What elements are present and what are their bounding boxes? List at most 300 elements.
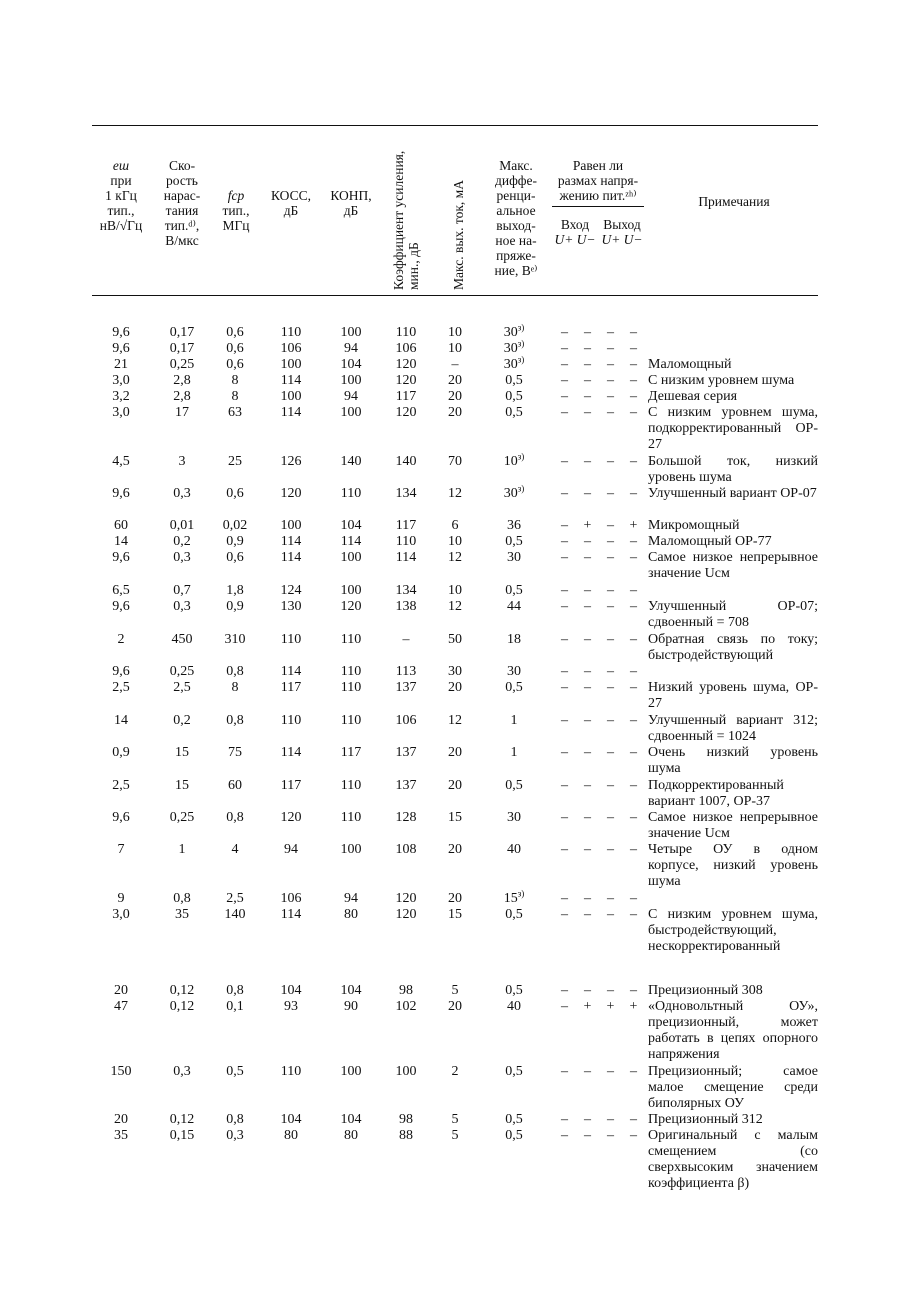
cell-rail-to-rail (553, 341, 645, 357)
rail-sign: – (584, 389, 591, 404)
cell-notes: Очень низкий уровень шума (648, 745, 818, 776)
cell-cmrr: 124 (280, 583, 302, 598)
cell-slew-rate: 2,8 (173, 389, 191, 404)
cell-slew-rate: 0,2 (173, 713, 191, 728)
cell-slew-rate: 15 (175, 745, 189, 760)
rail-sign: – (630, 664, 637, 679)
cell-rail-to-rail (553, 810, 645, 826)
cell-slew-rate: 0,3 (173, 486, 191, 501)
cell-gain: – (402, 632, 410, 647)
rail-sign: – (584, 486, 591, 501)
header-unity-gain-frequency: fср тип., МГц (222, 188, 250, 233)
header-noise-density: eш при 1 кГц тип., нВ/√Гц (99, 158, 143, 233)
cell-cmrr: 114 (280, 664, 302, 679)
cell-cmrr: 114 (280, 745, 302, 760)
cell-gain: 98 (399, 983, 413, 998)
rail-sign: – (584, 713, 591, 728)
rail-sign: – (630, 907, 637, 922)
cell-max-diff-voltage: 40 (507, 842, 521, 857)
cell-notes: Улучшенный вариант 312; сдвоенный = 1024 (648, 713, 818, 744)
cell-gain: 117 (395, 389, 417, 404)
rail-sign: – (561, 891, 568, 906)
cell-psrr: 80 (344, 1128, 358, 1143)
cell-max-diff-voltage: $10^{з)}$ (503, 451, 525, 469)
cell-notes: Дешевая серия (648, 389, 738, 404)
rail-sign: – (607, 534, 614, 549)
cell-gain: 102 (395, 999, 417, 1014)
cell-rail-to-rail (553, 664, 645, 680)
cell-psrr: 100 (340, 550, 362, 565)
cell-max-output-current: 10 (448, 534, 462, 549)
rail-sign: – (607, 1112, 614, 1127)
rail-sign: – (607, 983, 614, 998)
cell-psrr: 104 (340, 983, 362, 998)
cell-unity-gain-frequency: 8 (231, 680, 239, 695)
rail-sign: – (584, 891, 591, 906)
cell-max-diff-voltage: $15^{з)}$ (503, 888, 525, 906)
cell-cmrr: 110 (280, 325, 302, 340)
rail-sign: – (607, 373, 614, 388)
cell-max-output-current: 15 (448, 907, 462, 922)
cell-noise-density: 14 (114, 534, 128, 549)
cell-psrr: 110 (340, 680, 362, 695)
cell-max-output-current: 20 (448, 778, 462, 793)
cell-max-output-current: 30 (448, 664, 462, 679)
cell-max-diff-voltage: 1 (510, 745, 518, 760)
rail-sign: – (607, 325, 614, 340)
cell-noise-density: 3,2 (112, 389, 130, 404)
cell-noise-density: 3,0 (112, 907, 130, 922)
cell-noise-density: 2,5 (112, 680, 130, 695)
cell-psrr: 94 (344, 389, 358, 404)
cell-max-output-current: 12 (448, 486, 462, 501)
cell-max-output-current: 10 (448, 583, 462, 598)
cell-psrr: 100 (340, 325, 362, 340)
cell-cmrr: 114 (280, 373, 302, 388)
cell-rail-to-rail (553, 1112, 645, 1128)
cell-noise-density: 4,5 (112, 454, 130, 469)
cell-cmrr: 100 (280, 389, 302, 404)
cell-psrr: 104 (340, 357, 362, 372)
rail-sign: – (630, 713, 637, 728)
cell-noise-density: 7 (117, 842, 125, 857)
cell-notes: Маломощный OP-77 (648, 534, 772, 549)
rail-sign: + (629, 999, 638, 1014)
rail-sign: – (584, 810, 591, 825)
cell-cmrr: 114 (280, 534, 302, 549)
rail-sign: – (561, 713, 568, 728)
rail-sign: – (607, 486, 614, 501)
cell-gain: 106 (395, 713, 417, 728)
cell-max-diff-voltage: 0,5 (505, 778, 523, 793)
rail-sign: – (584, 745, 591, 760)
cell-notes: Прецизионный 312 (648, 1112, 763, 1127)
cell-gain: 117 (395, 518, 417, 533)
cell-max-output-current: 15 (448, 810, 462, 825)
rail-sign: – (561, 1064, 568, 1079)
cell-cmrr: 110 (280, 1064, 302, 1079)
rail-sign: – (561, 389, 568, 404)
cell-slew-rate: 0,2 (173, 534, 191, 549)
cell-noise-density: 9 (117, 891, 125, 906)
header-input: Вход U+ U− (554, 217, 596, 247)
cell-psrr: 94 (344, 341, 358, 356)
rail-sign: – (630, 550, 637, 565)
rail-sign: – (607, 713, 614, 728)
rail-sign: – (630, 983, 637, 998)
cell-noise-density: 60 (114, 518, 128, 533)
cell-max-diff-voltage: 0,5 (505, 534, 523, 549)
cell-rail-to-rail (553, 1064, 645, 1080)
rail-sign: – (630, 373, 637, 388)
cell-max-diff-voltage: $30^{з)}$ (503, 338, 525, 356)
cell-max-diff-voltage: 0,5 (505, 1064, 523, 1079)
cell-notes: Микромощный (648, 518, 740, 533)
cell-max-diff-voltage: 36 (507, 518, 521, 533)
rail-sign: – (561, 405, 568, 420)
cell-unity-gain-frequency: 0,6 (226, 325, 244, 340)
cell-max-output-current: 5 (451, 1112, 459, 1127)
header-max-output-current: Макс. вых. ток, мА (451, 180, 466, 290)
cell-notes: Четыре ОУ в одном корпусе, низкий уровень шума (648, 842, 818, 889)
cell-psrr: 100 (340, 373, 362, 388)
cell-slew-rate: 0,3 (173, 1064, 191, 1079)
rail-sign: – (584, 907, 591, 922)
cell-rail-to-rail (553, 632, 645, 648)
header-output: Выход U+ U− (601, 217, 643, 247)
cell-gain: 110 (395, 534, 417, 549)
rail-sign: – (607, 599, 614, 614)
cell-max-output-current: 20 (448, 891, 462, 906)
rail-sign: – (630, 486, 637, 501)
cell-notes: С низким уровнем шума, подкорректированный OP-27 (648, 405, 818, 452)
cell-max-diff-voltage: 0,5 (505, 405, 523, 420)
cell-slew-rate: 0,12 (169, 983, 195, 998)
cell-cmrr: 126 (280, 454, 302, 469)
cell-gain: 128 (395, 810, 417, 825)
cell-max-output-current: 70 (448, 454, 462, 469)
rail-sign: – (561, 632, 568, 647)
rail-sign: – (607, 664, 614, 679)
rail-sign: – (630, 1128, 637, 1143)
cell-gain: 106 (395, 341, 417, 356)
cell-noise-density: 3,0 (112, 373, 130, 388)
cell-max-diff-voltage: 0,5 (505, 373, 523, 388)
cell-unity-gain-frequency: 0,1 (226, 999, 244, 1014)
cell-gain: 137 (395, 680, 417, 695)
cell-slew-rate: 0,01 (169, 518, 195, 533)
cell-notes: Маломощный (648, 357, 732, 372)
rail-sign: – (607, 518, 614, 533)
cell-gain: 134 (395, 486, 417, 501)
cell-unity-gain-frequency: 60 (228, 778, 242, 793)
cell-gain: 137 (395, 778, 417, 793)
rail-sign: – (630, 842, 637, 857)
cell-notes: «Одновольтный ОУ», прецизионный, может работать в цепях опорного напряжения (648, 999, 818, 1062)
rail-sign: – (561, 907, 568, 922)
cell-noise-density: 47 (114, 999, 128, 1014)
cell-gain: 120 (395, 907, 417, 922)
cell-psrr: 104 (340, 518, 362, 533)
cell-cmrr: 120 (280, 810, 302, 825)
rail-sign: – (561, 1128, 568, 1143)
cell-cmrr: 117 (280, 680, 302, 695)
rail-sign: – (607, 810, 614, 825)
cell-slew-rate: 17 (175, 405, 189, 420)
rail-sign: – (630, 810, 637, 825)
cell-slew-rate: 35 (175, 907, 189, 922)
rail-sign: – (561, 680, 568, 695)
cell-slew-rate: 0,7 (173, 583, 191, 598)
cell-max-diff-voltage: 40 (507, 999, 521, 1014)
cell-rail-to-rail (553, 357, 645, 373)
cell-noise-density: 9,6 (112, 599, 130, 614)
rail-sign: – (584, 357, 591, 372)
cell-unity-gain-frequency: 25 (228, 454, 242, 469)
cell-slew-rate: 0,12 (169, 999, 195, 1014)
cell-gain: 110 (395, 325, 417, 340)
cell-psrr: 114 (340, 534, 362, 549)
cell-notes: Улучшенный вариант OP-07 (648, 486, 817, 501)
cell-notes: Большой ток, низкий уровень шума (648, 454, 818, 485)
cell-gain: 140 (395, 454, 417, 469)
rail-sign: – (607, 842, 614, 857)
rail-sign: – (584, 680, 591, 695)
cell-noise-density: 9,6 (112, 486, 130, 501)
cell-gain: 100 (395, 1064, 417, 1079)
cell-max-diff-voltage: 0,5 (505, 1128, 523, 1143)
cell-unity-gain-frequency: 140 (224, 907, 246, 922)
rail-sign: – (607, 680, 614, 695)
cell-noise-density: 6,5 (112, 583, 130, 598)
cell-slew-rate: 450 (171, 632, 193, 647)
rail-sign: – (561, 534, 568, 549)
cell-noise-density: 35 (114, 1128, 128, 1143)
header-cmrr: КОСС, дБ (271, 188, 311, 218)
rail-sign: – (607, 907, 614, 922)
rail-sign: – (584, 550, 591, 565)
rail-sign: – (584, 664, 591, 679)
rail-sign: – (607, 1064, 614, 1079)
rail-sign: – (561, 599, 568, 614)
rail-sign: – (561, 486, 568, 501)
cell-rail-to-rail (553, 534, 645, 550)
rail-sign: – (630, 599, 637, 614)
cell-notes: Обратная связь по току; быстродействующий (648, 632, 818, 663)
cell-noise-density: 9,6 (112, 810, 130, 825)
cell-notes: Низкий уровень шума, OP-27 (648, 680, 818, 711)
cell-noise-density: 9,6 (112, 341, 130, 356)
cell-gain: 137 (395, 745, 417, 760)
cell-slew-rate: 1 (178, 842, 186, 857)
rail-sign: – (607, 1128, 614, 1143)
rail-sign: – (630, 680, 637, 695)
cell-cmrr: 114 (280, 405, 302, 420)
cell-max-output-current: 10 (448, 325, 462, 340)
cell-psrr: 104 (340, 1112, 362, 1127)
cell-max-output-current: 20 (448, 680, 462, 695)
cell-cmrr: 106 (280, 341, 302, 356)
cell-psrr: 110 (340, 810, 362, 825)
rail-sign: – (607, 583, 614, 598)
rail-sign: – (630, 745, 637, 760)
cell-psrr: 110 (340, 713, 362, 728)
cell-unity-gain-frequency: 0,9 (226, 599, 244, 614)
rail-sign: – (630, 341, 637, 356)
cell-rail-to-rail (553, 891, 645, 907)
rail-sign: – (630, 534, 637, 549)
cell-slew-rate: 0,3 (173, 550, 191, 565)
rail-sign: + (606, 999, 615, 1014)
cell-max-diff-voltage: 0,5 (505, 389, 523, 404)
cell-slew-rate: 0,25 (169, 664, 195, 679)
rail-sign: – (561, 373, 568, 388)
cell-unity-gain-frequency: 2,5 (226, 891, 244, 906)
rail-sign: – (584, 1064, 591, 1079)
cell-cmrr: 114 (280, 907, 302, 922)
cell-max-output-current: 5 (451, 1128, 459, 1143)
rail-sign: – (561, 1112, 568, 1127)
cell-cmrr: 104 (280, 983, 302, 998)
cell-slew-rate: 15 (175, 778, 189, 793)
cell-slew-rate: 0,17 (169, 341, 195, 356)
rail-sign: – (607, 632, 614, 647)
cell-psrr: 94 (344, 891, 358, 906)
cell-rail-to-rail (553, 518, 645, 534)
rail-sign: – (584, 1128, 591, 1143)
cell-max-output-current: 12 (448, 599, 462, 614)
cell-noise-density: 20 (114, 1112, 128, 1127)
rail-sign: – (607, 891, 614, 906)
cell-unity-gain-frequency: 8 (231, 389, 239, 404)
cell-unity-gain-frequency: 0,8 (226, 983, 244, 998)
cell-max-output-current: 6 (451, 518, 459, 533)
cell-noise-density: 21 (114, 357, 128, 372)
rail-sign: – (584, 583, 591, 598)
rail-sign: – (630, 778, 637, 793)
rail-sign: – (630, 389, 637, 404)
cell-slew-rate: 0,25 (169, 357, 195, 372)
cell-max-output-current: 10 (448, 341, 462, 356)
cell-slew-rate: 2,8 (173, 373, 191, 388)
cell-noise-density: 9,6 (112, 664, 130, 679)
rail-sign: – (584, 632, 591, 647)
cell-rail-to-rail (553, 454, 645, 470)
rail-sign: – (584, 1112, 591, 1127)
cell-max-diff-voltage: 18 (507, 632, 521, 647)
rail-sign: – (630, 454, 637, 469)
cell-rail-to-rail (553, 842, 645, 858)
rail-sign: – (561, 325, 568, 340)
cell-gain: 134 (395, 583, 417, 598)
cell-rail-to-rail (553, 583, 645, 599)
cell-gain: 108 (395, 842, 417, 857)
cell-noise-density: 2,5 (112, 778, 130, 793)
cell-max-output-current: – (451, 357, 459, 372)
rail-sign: – (630, 405, 637, 420)
cell-rail-to-rail (553, 325, 645, 341)
rail-sign: – (584, 842, 591, 857)
rail-sign: – (584, 534, 591, 549)
cell-rail-to-rail (553, 713, 645, 729)
cell-max-output-current: 20 (448, 389, 462, 404)
cell-max-output-current: 12 (448, 713, 462, 728)
rail-sign: – (630, 632, 637, 647)
cell-slew-rate: 0,12 (169, 1112, 195, 1127)
rail-sign: – (607, 405, 614, 420)
rail-sign: – (561, 357, 568, 372)
cell-psrr: 100 (340, 842, 362, 857)
rail-sign: – (630, 1112, 637, 1127)
cell-unity-gain-frequency: 1,8 (226, 583, 244, 598)
cell-unity-gain-frequency: 310 (224, 632, 246, 647)
cell-unity-gain-frequency: 0,8 (226, 810, 244, 825)
cell-psrr: 110 (340, 664, 362, 679)
cell-slew-rate: 0,8 (173, 891, 191, 906)
cell-max-output-current: 20 (448, 405, 462, 420)
rail-sign: – (561, 810, 568, 825)
cell-gain: 120 (395, 891, 417, 906)
cell-max-diff-voltage: 0,5 (505, 680, 523, 695)
rail-sign: – (561, 664, 568, 679)
cell-gain: 138 (395, 599, 417, 614)
cell-max-output-current: 20 (448, 999, 462, 1014)
cell-gain: 114 (395, 550, 417, 565)
rail-sign: – (561, 999, 568, 1014)
rail-sign: – (584, 325, 591, 340)
header-slew-rate: Ско- рость нарас- тания тип.ᵈ⁾, В/мкс (163, 158, 201, 248)
cell-noise-density: 9,6 (112, 550, 130, 565)
rail-sign: – (607, 389, 614, 404)
cell-unity-gain-frequency: 0,6 (226, 486, 244, 501)
rail-sign: – (561, 518, 568, 533)
rail-sign: – (561, 842, 568, 857)
cell-rail-to-rail (553, 745, 645, 761)
rail-sign: – (584, 373, 591, 388)
cell-notes: Оригинальный с малым смещением (со сверхвысоким значением коэффициента β) (648, 1128, 818, 1191)
cell-rail-to-rail (553, 373, 645, 389)
rail-sign: – (630, 325, 637, 340)
rail-sign: – (630, 357, 637, 372)
cell-cmrr: 104 (280, 1112, 302, 1127)
rail-sign: – (584, 405, 591, 420)
cell-cmrr: 110 (280, 713, 302, 728)
cell-rail-to-rail (553, 405, 645, 421)
cell-slew-rate: 0,15 (169, 1128, 195, 1143)
rail-sign: – (630, 891, 637, 906)
cell-gain: 120 (395, 357, 417, 372)
cell-slew-rate: 0,17 (169, 325, 195, 340)
cell-psrr: 80 (344, 907, 358, 922)
cell-noise-density: 0,9 (112, 745, 130, 760)
cell-max-output-current: 20 (448, 745, 462, 760)
cell-unity-gain-frequency: 0,8 (226, 713, 244, 728)
rail-sign: – (607, 357, 614, 372)
cell-notes: С низким уровнем шума (648, 373, 795, 388)
cell-cmrr: 130 (280, 599, 302, 614)
cell-max-output-current: 20 (448, 842, 462, 857)
table-top-rule (92, 125, 818, 126)
cell-psrr: 117 (340, 745, 362, 760)
cell-max-diff-voltage: 30 (507, 550, 521, 565)
cell-notes: Улучшенный OP-07; сдвоенный = 708 (648, 599, 818, 630)
rail-sign: + (583, 518, 592, 533)
rail-sign: – (584, 983, 591, 998)
rail-sign: – (561, 983, 568, 998)
cell-slew-rate: 0,3 (173, 599, 191, 614)
cell-psrr: 140 (340, 454, 362, 469)
cell-max-diff-voltage: 30 (507, 810, 521, 825)
